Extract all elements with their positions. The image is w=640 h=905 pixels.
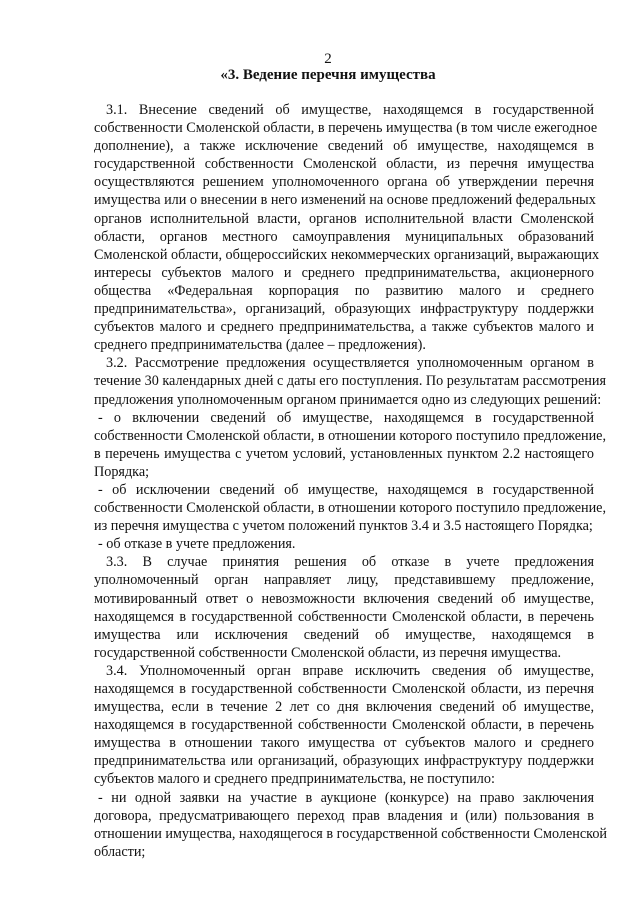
para-3-2 [94, 354, 607, 408]
para-3-3 [94, 553, 594, 662]
text-line: отношении имущества, находящегося в государственной собственности Смоленской [94, 825, 608, 842]
text-line: - об отказе в учете предложения. [98, 536, 296, 553]
text-line: государственной собственности Смоленской области, из перечня имущества [94, 156, 594, 173]
text-line: государственной собственности Смоленской области, из перечня имущества. [94, 644, 562, 661]
text-line: предпринимательства», организаций, образующих инфраструктуру поддержки [94, 301, 594, 318]
text-line: уполномоченный орган направляет лицу, представившему предложение, [94, 572, 594, 589]
text-line: осуществляются решением уполномоченного органа об утверждении перечня [94, 174, 594, 191]
text-line: собственности Смоленской области, в отношении которого поступило предложение, [94, 427, 607, 444]
text-line: области, органов местного самоуправления муниципальных образований [94, 228, 594, 245]
text-line: Порядка; [94, 463, 150, 480]
text-line: имущества или исключения сведений об имуществе, находящемся в [94, 626, 594, 643]
text-line: субъектов малого и среднего предпринимательства, не поступило: [94, 771, 495, 788]
text-line: мотивированный ответ о невозможности включения сведений об имуществе, [94, 590, 594, 607]
text-line: предпринимательства или организаций, образующих инфраструктуру поддержки [94, 753, 594, 770]
text-line: общества «Федеральная корпорация по развитию малого и среднего [94, 282, 594, 299]
para-3-1 [94, 101, 600, 354]
text-line: дополнение), а также исключение сведений об имуществе, находящемся в [94, 138, 594, 155]
text-line: 3.3. В случае принятия решения об отказе в учете предложения [106, 554, 594, 571]
text-line: 3.4. Уполномоченный орган вправе исключить сведения об имуществе, [106, 662, 594, 679]
text-line: имущества в отношении такого имущества от субъектов малого и среднего [94, 735, 594, 752]
bullet-exclude [94, 481, 607, 535]
text-line: договора, предусматривающего переход прав владения и (или) пользования в [94, 807, 594, 824]
page-number: 2 [324, 51, 332, 67]
bullet-refuse [94, 535, 594, 553]
text-line: имущества или о внесении в него изменений на основе предложений федеральных [94, 192, 596, 209]
section-title: «3. Ведение перечня имущества [220, 67, 436, 83]
text-line: области; [94, 843, 146, 860]
text-line: имущества, если в течение 2 лет со дня включения сведений об имуществе, [94, 699, 594, 716]
text-line: - об исключении сведений об имуществе, находящемся в государственной [98, 481, 594, 498]
text-line: среднего предпринимательства (далее – предложения). [94, 337, 426, 354]
text-line: находящемся в государственной собственности Смоленской области, из перечня [94, 681, 594, 697]
bullet-no-bids [94, 789, 608, 861]
para-3-4 [94, 662, 594, 789]
text-line: собственности Смоленской области, в перечень имущества (в том числе ежегодное [94, 120, 598, 137]
text-line: находящемся в государственной собственности Смоленской области, в перечень [94, 608, 594, 625]
text-line: интересы субъектов малого и среднего предпринимательства, акционерного [94, 264, 594, 281]
document-body [94, 101, 608, 861]
text-line: - о включении сведений об имуществе, находящемся в государственной [98, 409, 594, 426]
text-line: течение 30 календарных дней с даты его поступления. По результатам рассмотрения [94, 373, 607, 390]
text-line: предложения уполномоченным органом принимается одно из следующих решений: [94, 391, 602, 408]
text-line: - ни одной заявки на участие в аукционе (конкурсе) на право заключения [98, 789, 594, 806]
text-line: органов исполнительной власти, органов исполнительной власти Смоленской [94, 210, 594, 227]
text-line: 3.1. Внесение сведений об имуществе, находящемся в государственной [106, 102, 594, 118]
text-line: в перечень имущества с учетом условий, установленных пунктом 2.2 настоящего [94, 445, 594, 462]
bullet-include [94, 409, 607, 481]
text-line: 3.2. Рассмотрение предложения осуществляется уполномоченным органом в [106, 355, 594, 372]
text-line: субъектов малого и среднего предпринимательства, а также субъектов малого и [94, 319, 594, 336]
text-line: Смоленской области, общероссийских некоммерческих организаций, выражающих [94, 246, 600, 263]
text-line: из перечня имущества с учетом положений пунктов 3.4 и 3.5 настоящего Порядка; [94, 518, 593, 535]
text-line: находящемся в государственной собственности Смоленской области, в перечень [94, 717, 594, 734]
text-line: собственности Смоленской области, в отношении которого поступило предложение, [94, 500, 607, 517]
